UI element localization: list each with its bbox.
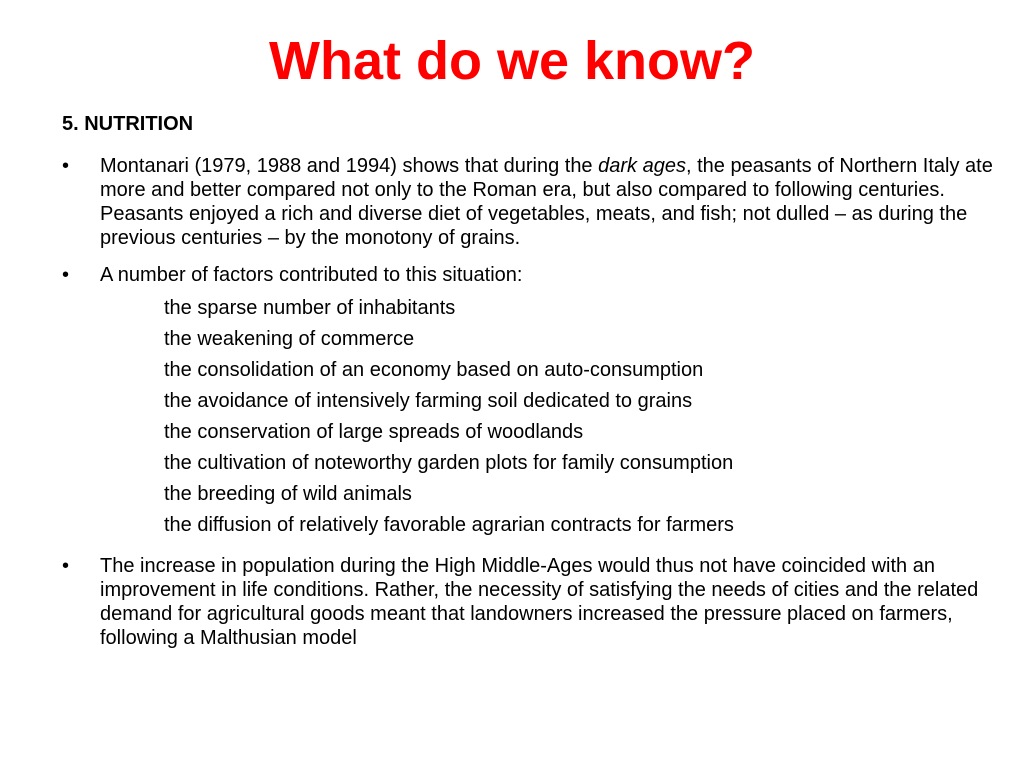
section-heading: 5. NUTRITION xyxy=(62,113,194,135)
bullet-marker: • xyxy=(62,155,70,177)
factor-item: the sparse number of inhabitants xyxy=(164,297,456,319)
factor-item: the conservation of large spreads of woodlands xyxy=(164,421,584,443)
bullet-text-part: Montanari (1979, 1988 and 1994) shows that during the xyxy=(100,155,599,177)
factor-item: the weakening of commerce xyxy=(164,328,415,350)
bullet-item xyxy=(62,154,1014,250)
bullet-body xyxy=(100,154,1014,250)
factor-list-wrapper xyxy=(100,293,1014,541)
bullet-text-part: , the peasants of Northern Italy ate more and better compared not only to the Roman era, but also compared to following centuries. Peasants enjoyed a rich and diverse diet of vegetables, meats, and fish; not dulled – as during the previous centuries – by the monotony of grains. xyxy=(100,155,993,249)
slide-title: What do we know? xyxy=(269,31,755,91)
bullet-body xyxy=(100,554,1014,650)
bullet-marker: • xyxy=(62,264,70,286)
emphasis-dark-ages: dark ages xyxy=(598,155,686,177)
bullet-body xyxy=(100,263,1014,541)
factor-item: the cultivation of noteworthy garden plots for family consumption xyxy=(164,452,734,474)
factor-item: the diffusion of relatively favorable agrarian contracts for farmers xyxy=(164,514,734,536)
factor-item: the breeding of wild animals xyxy=(164,483,412,505)
slide-content xyxy=(62,112,1014,663)
bullet-text-factors: A number of factors contributed to this situation: xyxy=(100,264,523,286)
bullet-marker: • xyxy=(62,555,70,577)
bullet-text-montanari xyxy=(100,154,1014,250)
bullet-item xyxy=(62,263,1014,541)
factor-list xyxy=(100,293,1014,541)
factor-item: the avoidance of intensively farming soil dedicated to grains xyxy=(164,390,693,412)
factor-item: the consolidation of an economy based on auto-consumption xyxy=(164,359,704,381)
bullet-item xyxy=(62,554,1014,650)
bullet-text-population: The increase in population during the High Middle-Ages would thus not have coincided with an improvement in life conditions. Rather, the necessity of satisfying the needs of cities and the related demand for agricultural goods meant that landowners increased the pressure placed on farmers, following a Malthusian model xyxy=(100,555,979,649)
